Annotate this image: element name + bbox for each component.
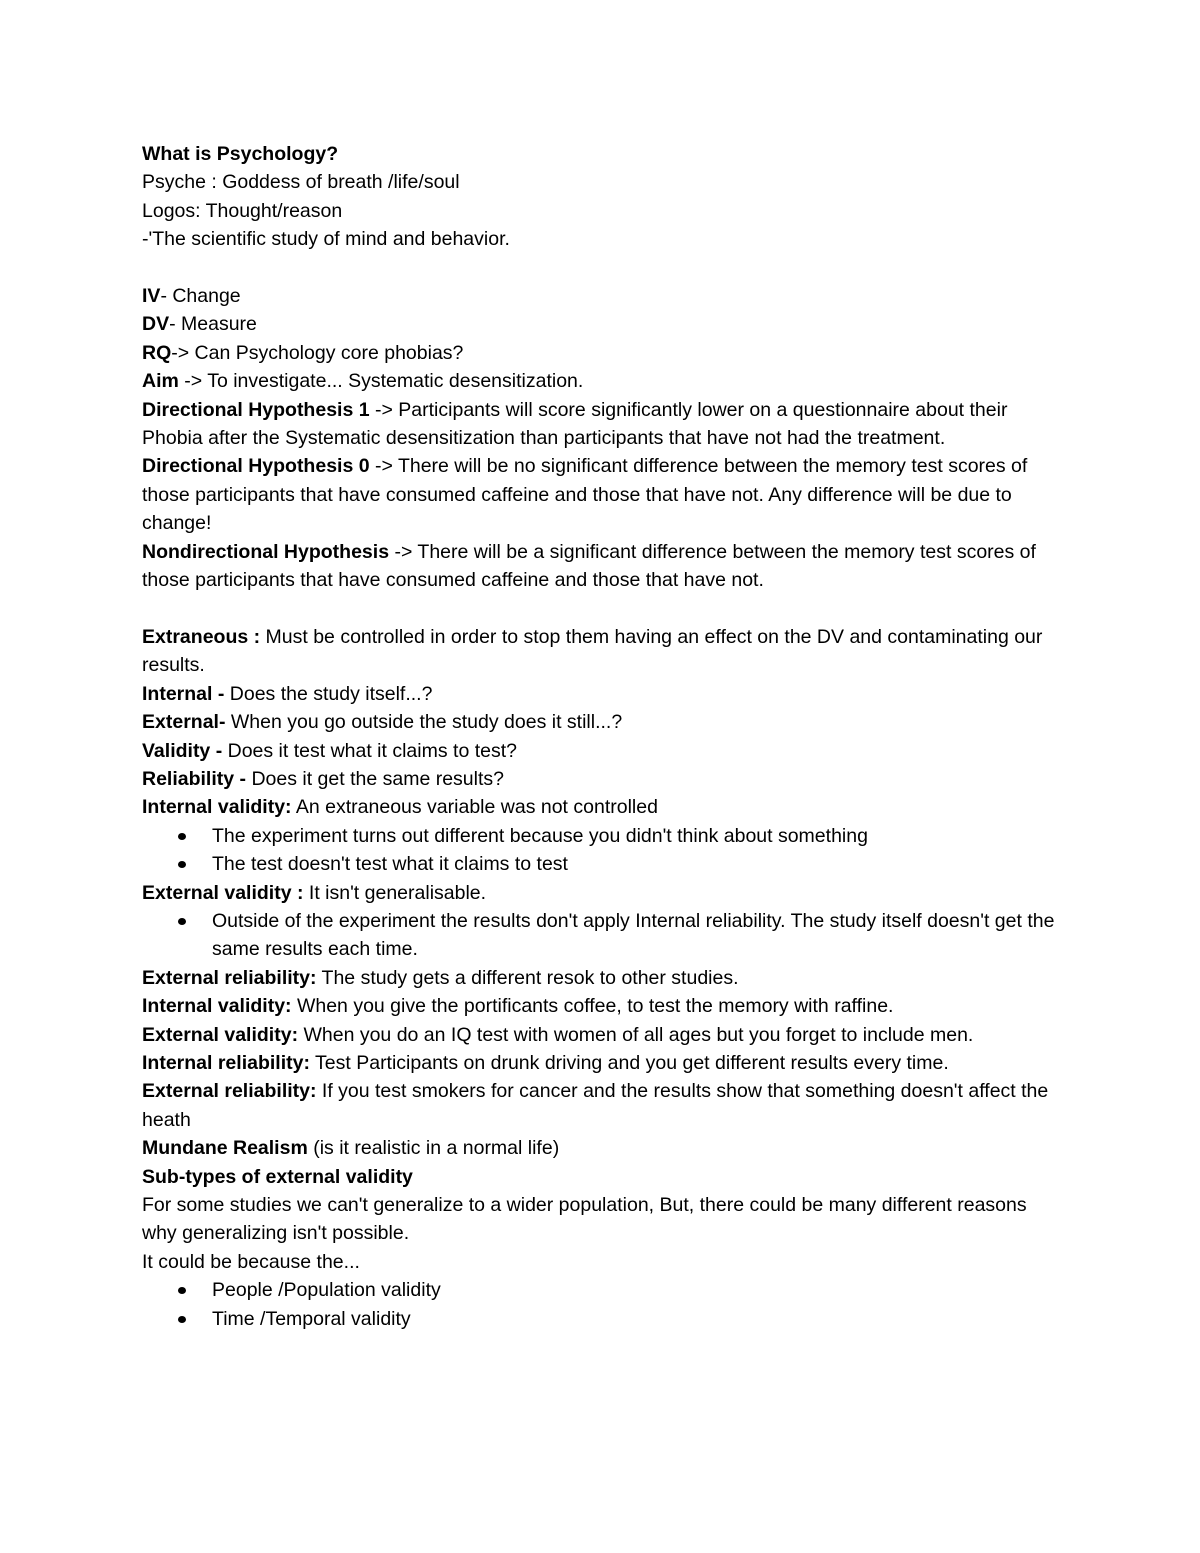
external-reliability-line: External reliability: The study gets a different resok to other studies. [142, 966, 739, 989]
list-item: The test doesn't test what it claims to test [142, 850, 1062, 878]
subtypes-paragraph: For some studies we can't generalize to a wider population, But, there could be many different reasons why generalizing isn't possible. [142, 1194, 1027, 1245]
list-item: People /Population validity [142, 1276, 1062, 1304]
iv-line: IV- Change [142, 285, 241, 308]
internal-validity-example: Internal validity: When you give the portificants coffee, to test the memory with raffine. [142, 995, 894, 1018]
rq-line: RQ-> Can Psychology core phobias? [142, 341, 464, 364]
subtypes-heading: Sub-types of external validity [142, 1165, 413, 1188]
validity-line: Validity - Does it test what it claims to test? [142, 739, 517, 762]
extraneous-line: Extraneous : Must be controlled in order to stop them having an effect on the DV and contaminating our results. [142, 625, 1043, 677]
internal-validity-list [142, 822, 1062, 879]
could-be-line: It could be because the... [142, 1250, 360, 1273]
external-validity-example: External validity: When you do an IQ test with women of all ages but you forget to include men. [142, 1023, 974, 1046]
dv-line: DV- Measure [142, 313, 257, 336]
definition-line: -'The scientific study of mind and behavior. [142, 228, 510, 251]
directional-hypothesis-1: Directional Hypothesis 1 -> Participants will score significantly lower on a questionnaire about their Phobia after the Systematic desensitization than participants that have not had the treatment. [142, 398, 1008, 450]
psyche-line: Psyche : Goddess of breath /life/soul [142, 171, 460, 194]
internal-validity-line: Internal validity: An extraneous variable was not controlled [142, 796, 658, 819]
external-validity-list [142, 907, 1062, 964]
directional-hypothesis-0: Directional Hypothesis 0 -> There will be no significant difference between the memory test scores of those participants that have consumed caffeine and those that have not. Any difference will be due to change! [142, 455, 1028, 535]
external-validity-line: External validity : It isn't generalisable. [142, 881, 487, 904]
spacer [142, 254, 1062, 282]
list-item: Outside of the experiment the results don't apply Internal reliability. The study itself doesn't get the same results each time. [142, 907, 1062, 964]
internal-line: Internal - Does the study itself...? [142, 682, 433, 705]
external-line: External- When you go outside the study does it still...? [142, 711, 623, 734]
logos-line: Logos: Thought/reason [142, 199, 343, 222]
aim-line: Aim -> To investigate... Systematic desensitization. [142, 370, 584, 393]
doc-title: What is Psychology? [142, 143, 339, 165]
nondirectional-hypothesis: Nondirectional Hypothesis -> There will be a significant difference between the memory test scores of those participants that have consumed caffeine and those that have not. [142, 540, 1036, 592]
list-item: Time /Temporal validity [142, 1305, 1062, 1333]
mundane-realism-line: Mundane Realism (is it realistic in a normal life) [142, 1137, 560, 1160]
external-reliability-example: External reliability: If you test smokers for cancer and the results show that something doesn't affect the heath [142, 1080, 1049, 1131]
list-item: The experiment turns out different because you didn't think about something [142, 822, 1062, 850]
spacer [142, 594, 1062, 622]
reliability-line: Reliability - Does it get the same results? [142, 767, 504, 790]
document-page [142, 140, 1062, 1333]
internal-reliability-example: Internal reliability: Test Participants on drunk driving and you get different results every time. [142, 1051, 949, 1074]
subtypes-list [142, 1276, 1062, 1333]
